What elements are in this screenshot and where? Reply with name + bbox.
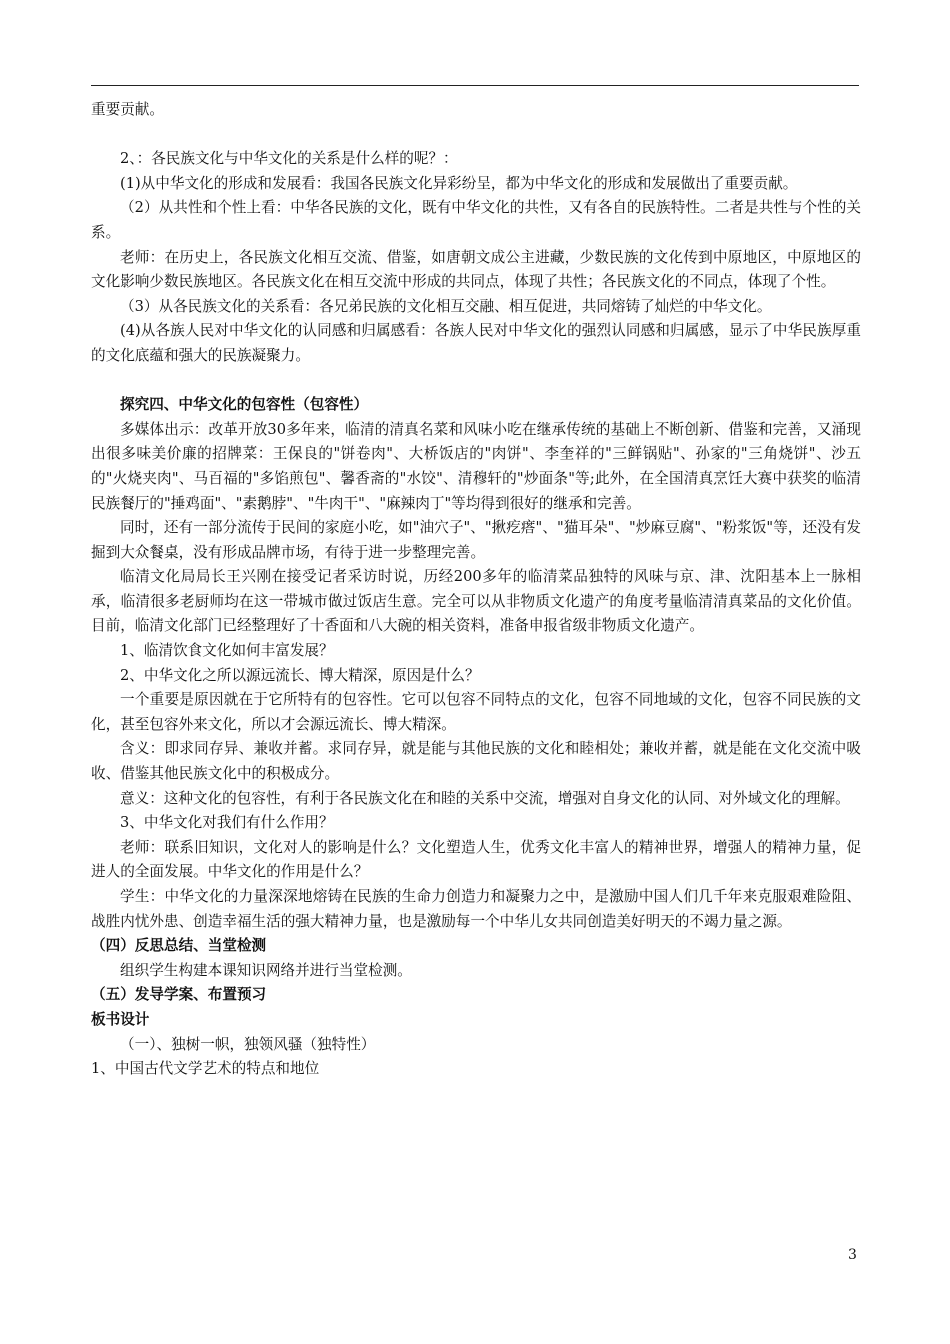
body-paragraph: 3、中华文化对我们有什么作用？ bbox=[120, 814, 334, 832]
section-heading: （五）发导学案、布置预习 bbox=[91, 986, 267, 1004]
section-heading: 板书设计 bbox=[91, 1010, 150, 1028]
body-paragraph: 组织学生构建本课知识网络并进行当堂检测。 bbox=[120, 961, 412, 979]
body-paragraph: 临清文化局局长王兴刚在接受记者采访时说，历经200多年的临清菜品独特的风味与京、津、沈阳基本上一脉相承，临清很多老厨师均在这一带城市做过饭店生意。完全可以从非物质文化遗产的角度考量临清清真菜品的文化价值。目前，临清文化部门已经整理好了十香面和八大碗的相关资料，准备申报省级非物质文化遗产。 bbox=[91, 568, 861, 635]
document-body bbox=[91, 98, 861, 1082]
body-paragraph: 2、中华文化之所以源远流长、博大精深，原因是什么？ bbox=[120, 666, 480, 684]
section-heading: 探究四、中华文化的包容性（包容性） bbox=[120, 396, 369, 414]
body-paragraph: 意义：这种文化的包容性，有利于各民族文化在和睦的关系中交流，增强对自身文化的认同、对外域文化的理解。 bbox=[120, 789, 850, 807]
body-paragraph: 学生：中华文化的力量深深地熔铸在民族的生命力创造力和凝聚力之中，是激励中国人们几千年来克服艰难险阻、战胜内忧外患、创造幸福生活的强大精神力量，也是激励每一个中华儿女共同创造美好明天的不竭力量之源。 bbox=[91, 888, 861, 930]
body-paragraph: 老师：在历史上，各民族文化相互交流、借鉴，如唐朝文成公主进藏，少数民族的文化传到中原地区，中原地区的文化影响少数民族地区。各民族文化在相互交流中形成的共同点，体现了共性；各民族文化的不同点，体现了个性。 bbox=[91, 248, 861, 291]
header-rule bbox=[91, 85, 859, 86]
body-paragraph: 重要贡献。 bbox=[91, 101, 164, 118]
body-paragraph: 1、临清饮食文化如何丰富发展？ bbox=[120, 642, 334, 660]
body-paragraph: 多媒体出示：改革开放30多年来，临清的清真名菜和风味小吃在继承传统的基础上不断创新、借鉴和完善，又涌现出很多味美价廉的招牌菜：王保良的"饼卷肉"、大桥饭店的"肉饼"、李奎祥的"三鲜锅贴"、孙家的"三角烧饼"、沙五的"火烧夹肉"、马百福的"多馅煎包"、馨香斋的"水饺"、清穆轩的"炒面条"等;此外，在全国清真烹饪大赛中获奖的临清民族餐厅的"捶鸡面"、"素鹅脖"、"牛肉干"、"麻辣肉丁"等均得到很好的继承和完善。 bbox=[91, 420, 861, 512]
body-paragraph: 含义：即求同存异、兼收并蓄。求同存异，就是能与其他民族的文化和睦相处；兼收并蓄，就是能在文化交流中吸收、借鉴其他民族文化中的积极成分。 bbox=[91, 740, 861, 783]
body-paragraph: 老师：联系旧知识，文化对人的影响是什么？文化塑造人生，优秀文化丰富人的精神世界，增强人的精神力量，促进人的全面发展。中华文化的作用是什么？ bbox=[91, 838, 861, 881]
body-paragraph: (4)从各族人民对中华文化的认同感和归属感看：各族人民对中华文化的强烈认同感和归属感，显示了中华民族厚重的文化底蕴和强大的民族凝聚力。 bbox=[91, 322, 861, 364]
body-paragraph: 同时，还有一部分流传于民间的家庭小吃，如"油穴子"、"揪疙瘩"、"猫耳朵"、"炒麻豆腐"、"粉浆饭"等，还没有发掘到大众餐桌，没有形成品牌市场，有待于进一步整理完善。 bbox=[91, 519, 861, 561]
body-paragraph: 2、：各民族文化与中华文化的关系是什么样的呢？： bbox=[120, 150, 458, 168]
body-paragraph: （一）、独树一帜，独领风骚（独特性） bbox=[120, 1035, 376, 1053]
body-paragraph: 一个重要是原因就在于它所特有的包容性。它可以包容不同特点的文化，包容不同地域的文化，包容不同民族的文化，甚至包容外来文化，所以才会源远流长、博大精深。 bbox=[91, 691, 861, 733]
page-number: 3 bbox=[848, 1247, 857, 1263]
section-heading: （四）反思总结、当堂检测 bbox=[91, 937, 267, 955]
body-paragraph: （2）从共性和个性上看：中华各民族的文化，既有中华文化的共性，又有各自的民族特性。二者是共性与个性的关系。 bbox=[91, 199, 861, 241]
body-paragraph: （3）从各民族文化的关系看：各兄弟民族的文化相互交融、相互促进，共同熔铸了灿烂的中华文化。 bbox=[120, 297, 772, 315]
body-paragraph: 1、中国古代文学艺术的特点和地位 bbox=[91, 1060, 320, 1078]
body-paragraph: (1)从中华文化的形成和发展看：我国各民族文化异彩纷呈，都为中华文化的形成和发展做出了重要贡献。 bbox=[120, 174, 798, 192]
